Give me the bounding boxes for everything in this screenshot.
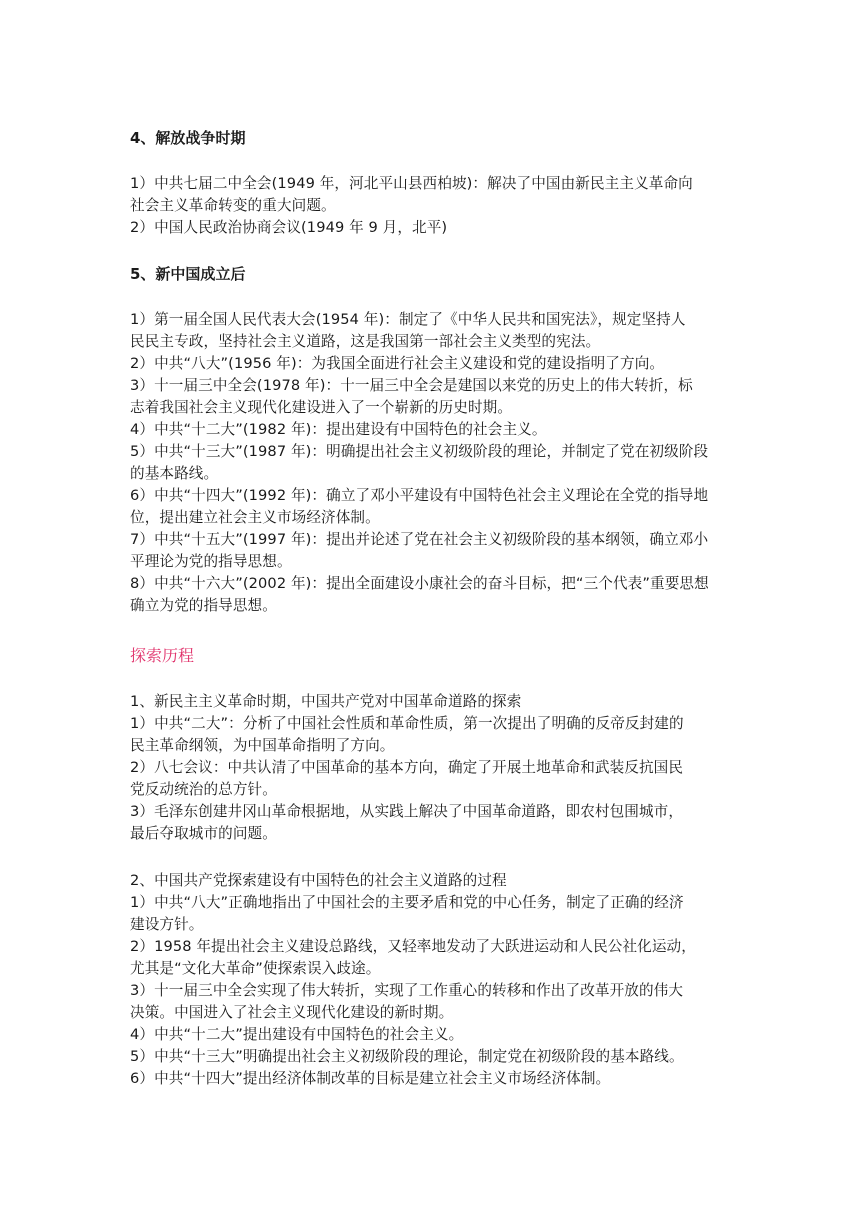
paragraph-line: 的基本路线。	[130, 465, 219, 482]
paragraph-line: 5）中共“十三大”(1987 年)：明确提出社会主义初级阶段的理论，并制定了党在初级阶段	[130, 443, 709, 460]
paragraph-line: 3）十一届三中全会实现了伟大转折，实现了工作重心的转移和作出了改革开放的伟大	[130, 982, 684, 999]
paragraph-line: 7）中共“十五大”(1997 年)：提出并论述了党在社会主义初级阶段的基本纲领，确立邓小	[130, 531, 709, 548]
paragraph-line: 建设方针。	[130, 916, 204, 933]
paragraph-line: 4）中共“十二大”提出建设有中国特色的社会主义。	[130, 1026, 464, 1043]
paragraph-line: 志着我国社会主义现代化建设进入了一个崭新的历史时期。	[130, 399, 513, 416]
paragraph-line: 2）八七会议：中共认清了中国革命的基本方向，确定了开展土地革命和武装反抗国民	[130, 759, 684, 776]
paragraph-line: 6）中共“十四大”(1992 年)：确立了邓小平建设有中国特色社会主义理论在全党的指导地	[130, 487, 709, 504]
paragraph-line: 民民主专政，坚持社会主义道路，这是我国第一部社会主义类型的宪法。	[130, 333, 601, 350]
paragraph-line: 尤其是“文化大革命”使探索误入歧途。	[130, 960, 381, 977]
paragraph-line: 6）中共“十四大”提出经济体制改革的目标是建立社会主义市场经济体制。	[130, 1070, 611, 1087]
paragraph-line: 5）中共“十三大”明确提出社会主义初级阶段的理论，制定党在初级阶段的基本路线。	[130, 1048, 684, 1065]
paragraph-line: 确立为党的指导思想。	[130, 597, 277, 614]
paragraph-line: 党反动统治的总方针。	[130, 781, 277, 798]
paragraph-line: 1）中共七届二中全会(1949 年，河北平山县西柏坡)：解决了中国由新民主主义革命向	[130, 175, 693, 192]
paragraph-line: 2）中共“八大”(1956 年)：为我国全面进行社会主义建设和党的建设指明了方向。	[130, 355, 665, 372]
paragraph-line: 1）第一届全国人民代表大会(1954 年)：制定了《中华人民共和国宪法》，规定坚持人	[130, 311, 686, 328]
paragraph-line: 4）中共“十二大”(1982 年)：提出建设有中国特色的社会主义。	[130, 421, 547, 438]
paragraph-line: 平理论为党的指导思想。	[130, 553, 292, 570]
paragraph-line: 1、新民主主义革命时期，中国共产党对中国革命道路的探索	[130, 693, 522, 710]
paragraph-line: 社会主义革命转变的重大问题。	[130, 197, 336, 214]
paragraph-line: 2、中国共产党探索建设有中国特色的社会主义道路的过程	[130, 872, 507, 889]
paragraph-line: 1）中共“二大”：分析了中国社会性质和革命性质，第一次提出了明确的反帝反封建的	[130, 715, 684, 732]
paragraph-line: 民主革命纲领，为中国革命指明了方向。	[130, 737, 395, 754]
section-heading-liberation: 4、解放战争时期	[130, 129, 246, 147]
paragraph-line: 2）1958 年提出社会主义建设总路线，又轻率地发动了大跃进运动和人民公社化运动，	[130, 938, 696, 955]
paragraph-line: 8）中共“十六大”(2002 年)：提出全面建设小康社会的奋斗目标，把“三个代表”重要思想	[130, 575, 709, 592]
paragraph-line: 最后夺取城市的问题。	[130, 825, 277, 842]
paragraph-line: 1）中共“八大”正确地指出了中国社会的主要矛盾和党的中心任务，制定了正确的经济	[130, 894, 684, 911]
section-heading-exploration: 探索历程	[130, 646, 195, 665]
paragraph-line: 2）中国人民政治协商会议(1949 年 9 月，北平)	[130, 219, 448, 236]
paragraph-line: 3）十一届三中全会(1978 年)：十一届三中全会是建国以来党的历史上的伟大转折，标	[130, 377, 693, 394]
paragraph-line: 位，提出建立社会主义市场经济体制。	[130, 509, 380, 526]
paragraph-line: 3）毛泽东创建井冈山革命根据地，从实践上解决了中国革命道路，即农村包围城市，	[130, 803, 684, 820]
section-heading-new-china: 5、新中国成立后	[130, 265, 246, 283]
paragraph-line: 决策。中国进入了社会主义现代化建设的新时期。	[130, 1004, 454, 1021]
